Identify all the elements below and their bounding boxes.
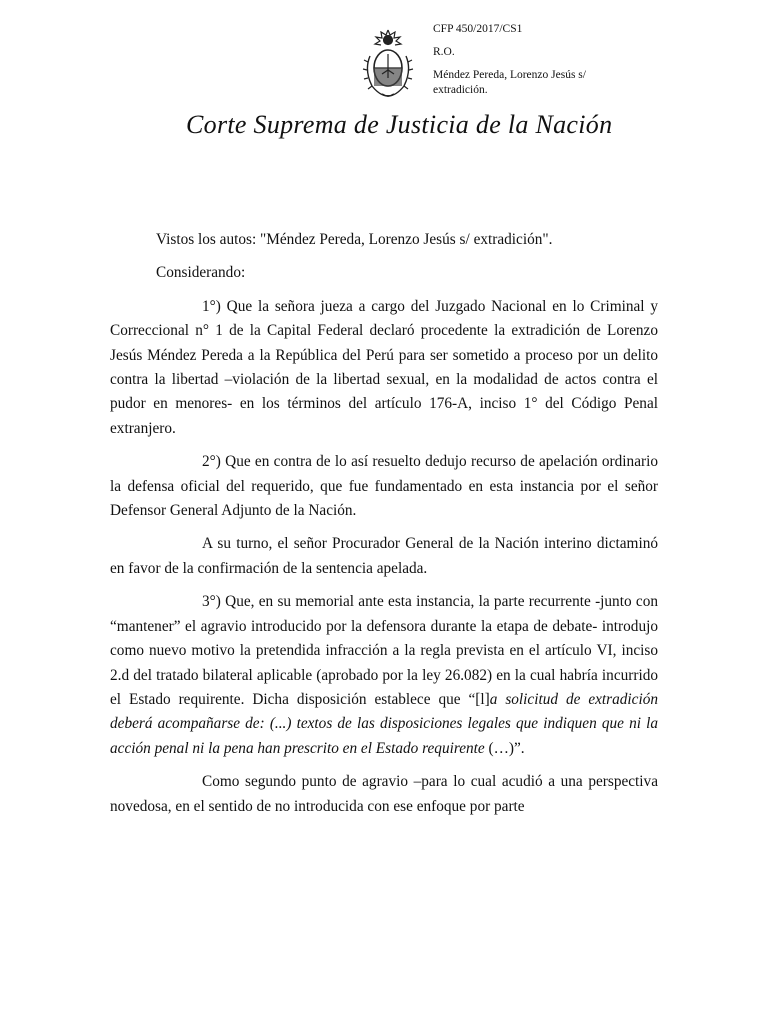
argentine-coat-of-arms-icon (360, 26, 416, 100)
ro-label: R.O. (433, 46, 455, 58)
court-name: Corte Suprema de Justicia de la Nación (186, 110, 613, 139)
considerando-heading: Considerando: (156, 264, 246, 282)
document-body (110, 228, 658, 819)
paragraph-2: 2°) Que en contra de lo así resuelto dedujo recurso de apelación ordinario la defensa oficial del requerido, que fue fundamentado en esta instancia por el señor Defensor General Adjunto de la Nación. (110, 453, 658, 520)
paragraph-3: A su turno, el señor Procurador General de la Nación interino dictaminó en favor de la confirmación de la sentencia apelada. (110, 535, 658, 577)
vistos-paragraph: Vistos los autos: "Méndez Pereda, Lorenzo Jesús s/ extradición". (156, 231, 553, 248)
paragraph-1: 1°) Que la señora jueza a cargo del Juzgado Nacional en lo Criminal y Correccional n° 1 de la Capital Federal declaró procedente la extradición de Lorenzo Jesús Méndez Pereda a la República del Perú para ser sometido a proceso por un delito contra la libertad –violación de la libertad sexual, en la modalidad de actos contra el pudor en menores- en los términos del artículo 176-A, inciso 1° del Código Penal extranjero. (110, 297, 658, 437)
paragraph-4-text: 3°) Que, en su memorial ante esta instancia, la parte recurrente -junto con “mantener” el agravio introducido por la defensora durante la etapa de debate- introdujo como nuevo motivo la pretendida infracción a la regla prevista en el artículo VI, inciso 2.d del tratado bilateral aplicable (aprobado por la ley 26.082) en la cual habría incurrido el Estado requirente. Dicha disposición establece que “[l] (110, 593, 658, 708)
case-number: CFP 450/2017/CS1 (433, 23, 523, 35)
paragraph-4-quote: a solicitud de extradición deberá acompañarse de: (...) textos de las disposiciones legales que indiquen que ni la acción penal ni la pena han prescrito en el Estado requirente (110, 690, 659, 757)
paragraph-4-end: (…)”. (484, 739, 525, 757)
case-title-line2: extradición. (433, 84, 488, 96)
paragraph-4 (110, 590, 658, 761)
case-metadata (433, 22, 633, 98)
paragraph-5: Como segundo punto de agravio –para lo cual acudió a una perspectiva novedosa, en el sentido de no introducida con ese enfoque por parte (110, 773, 658, 815)
case-title-line1: Méndez Pereda, Lorenzo Jesús s/ (433, 69, 586, 81)
